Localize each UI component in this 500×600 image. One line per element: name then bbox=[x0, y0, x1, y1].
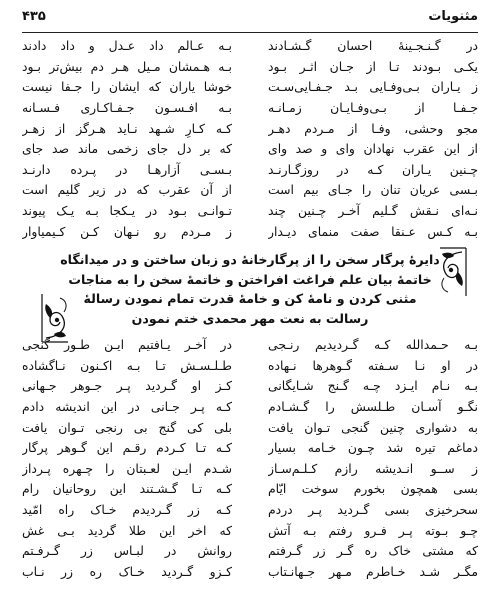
verse-first-hemistich: یکـی بـودند تـا از جـان اثـر بـود bbox=[268, 58, 478, 74]
verse-couplet bbox=[22, 500, 478, 521]
verse-couplet bbox=[22, 397, 478, 418]
verse-couplet bbox=[22, 541, 478, 562]
section-heading-line: دایرهٔ پرگار سخن را از پرگارخانهٔ دو زبان ساختن و در میدانگاه bbox=[60, 252, 440, 267]
verse-couplet bbox=[22, 160, 478, 181]
verse-second-hemistich: خوشا یاران که ایشان را جـفا نیست bbox=[22, 79, 232, 95]
poem-bottom bbox=[22, 335, 478, 582]
verse-second-hemistich: که اخر این طلا گردید بـی غش bbox=[22, 522, 232, 538]
verse-first-hemistich: چـنین یـاران کـه در روزگـارنـد bbox=[268, 161, 478, 177]
verse-first-hemistich: مگـر شـد خـاطرم مـهر جـهانـتاب bbox=[268, 563, 478, 579]
verse-first-hemistich: مجو وحشی، وفـا از مـردم دهـر bbox=[268, 120, 478, 136]
verse-first-hemistich: سحرخیزی بسی گـردید پـر دردم bbox=[268, 502, 478, 518]
verse-first-hemistich: بـه کـس عـنقا صفت منمای دیـدار bbox=[268, 223, 478, 239]
verse-second-hemistich: بـسـی آزارهـا در پـرده دارنـد bbox=[22, 161, 232, 177]
verse-couplet bbox=[22, 335, 478, 356]
verse-second-hemistich: در آخـر یـافتیم ایـن طـور گنجی bbox=[22, 337, 232, 353]
verse-couplet bbox=[22, 438, 478, 459]
verse-couplet bbox=[22, 459, 478, 480]
verse-couplet bbox=[22, 520, 478, 541]
verse-couplet bbox=[22, 57, 478, 78]
section-heading bbox=[60, 250, 440, 328]
verse-first-hemistich: نـه‌ای نـقش گـلیم آخـر چـنین چند bbox=[268, 203, 478, 219]
verse-second-hemistich: طـلـسـش تـا بـه اکـنون نـاگشاده bbox=[22, 357, 232, 373]
verse-couplet bbox=[22, 139, 478, 160]
verse-first-hemistich: که مشتی خاک ره گـر زر گـرفتم bbox=[268, 543, 478, 559]
section-heading-line: خاتمهٔ بیان علم فراغت افراختن و خاتمهٔ سخن را به مناجات bbox=[68, 271, 432, 287]
verse-first-hemistich: جـفـا از بـی‌وفـایـان زمـانـه bbox=[268, 100, 478, 116]
verse-second-hemistich: کـه زر گـردیدم خـاک راه امّید bbox=[22, 502, 232, 518]
verse-first-hemistich: به دشواری چنین گنجی تـوان یافت bbox=[268, 419, 478, 435]
verse-first-hemistich: بـه نـام ایـزد چـه گـنج شـایگانی bbox=[268, 378, 478, 394]
verse-second-hemistich: شـدم ایـن لعـبتان را چـهره پـرداز bbox=[22, 460, 232, 476]
verse-couplet bbox=[22, 479, 478, 500]
verse-couplet bbox=[22, 201, 478, 222]
verse-second-hemistich: بـه افـسـون جـفـاکـاری فـسـانه bbox=[22, 100, 232, 116]
section-heading-line: رسالت به نعت مهر محمدی ختم نمودن bbox=[131, 310, 369, 326]
verse-couplet bbox=[22, 376, 478, 397]
running-title: مثنویات bbox=[428, 9, 478, 24]
verse-first-hemistich: دماغم تیره شد چـون خـامه بسیار bbox=[268, 440, 478, 456]
verse-couplet bbox=[22, 562, 478, 583]
verse-couplet bbox=[22, 118, 478, 139]
verse-second-hemistich: تـوانـی بـود در یـکجا بـه یـک پیوند bbox=[22, 203, 232, 219]
verse-first-hemistich: چـو بـوته پـر فـرو رفتم بـه آتش bbox=[268, 522, 478, 538]
verse-second-hemistich: کـزو گـردید خـاک ره زر نـاب bbox=[22, 563, 232, 579]
poem-top bbox=[22, 36, 478, 242]
verse-second-hemistich: کـز او گـردید پـر جـوهر جـهانی bbox=[22, 378, 232, 394]
verse-second-hemistich: بـه عـالم داد عـدل و داد دادند bbox=[22, 38, 232, 54]
verse-first-hemistich: در گـنـجـینهٔ احسان گـشـادند bbox=[268, 38, 478, 54]
verse-couplet bbox=[22, 356, 478, 377]
verse-first-hemistich: در او نـا سـفته گـوهرها نـهاده bbox=[268, 357, 478, 373]
verse-second-hemistich: از آن عقرب که در زیر گلیم است bbox=[22, 182, 232, 198]
verse-couplet bbox=[22, 180, 478, 201]
page-number: ۴۳۵ bbox=[22, 9, 46, 24]
verse-second-hemistich: کـه پـر جـانی در این اندیشه دادم bbox=[22, 399, 232, 415]
verse-first-hemistich: بسی همچون بخورم سوخت ایّام bbox=[268, 481, 478, 497]
verse-second-hemistich: کـه تـا گـشـتند این روحانیان رام bbox=[22, 481, 232, 497]
verse-first-hemistich: بـه حـمدالله کـه گـردیدیم رنـجی bbox=[268, 337, 478, 353]
verse-second-hemistich: کـه کـارِ شـهد نـاید هـرگز از زهـر bbox=[22, 120, 232, 136]
verse-first-hemistich: ز یـاران بـی‌وفـایی بـد جـفـایی‌سـت bbox=[268, 79, 478, 95]
verse-couplet bbox=[22, 36, 478, 57]
section-heading-line: مثنی کردن و نامهٔ کن و خامهٔ قدرت تمام نمودن رسالهٔ bbox=[83, 291, 417, 307]
verse-first-hemistich: بـسی عریان تنان را جـای بیم است bbox=[268, 182, 478, 198]
verse-couplet bbox=[22, 77, 478, 98]
verse-first-hemistich: از این عقرب نهادان وای و صد وای bbox=[268, 141, 478, 157]
verse-second-hemistich: بـه هـمشان مـیل هـر دم بیش‌تر بـود bbox=[22, 58, 232, 74]
verse-second-hemistich: کـه تـا کـردم رقـم این گـوهر پرگار bbox=[22, 440, 232, 456]
verse-couplet bbox=[22, 221, 478, 242]
verse-first-hemistich: نگـو آسـان طـلسش را گـشـادم bbox=[268, 399, 478, 415]
verse-couplet bbox=[22, 98, 478, 119]
verse-second-hemistich: ز مـردم رو نـهان کـن کـیمیاوار bbox=[22, 223, 232, 239]
page-header bbox=[22, 6, 478, 33]
verse-second-hemistich: بلی کی گنج بی رنجی تـوان یافت bbox=[22, 419, 232, 435]
verse-second-hemistich: روانش در لبـاس زر گـرفـتم bbox=[22, 543, 232, 559]
verse-first-hemistich: ز ســو انـدیشه رازم کـلـم‌سـاز bbox=[268, 460, 478, 476]
verse-second-hemistich: که بر دل جای زخمی ماند صد جای bbox=[22, 141, 232, 157]
verse-couplet bbox=[22, 417, 478, 438]
